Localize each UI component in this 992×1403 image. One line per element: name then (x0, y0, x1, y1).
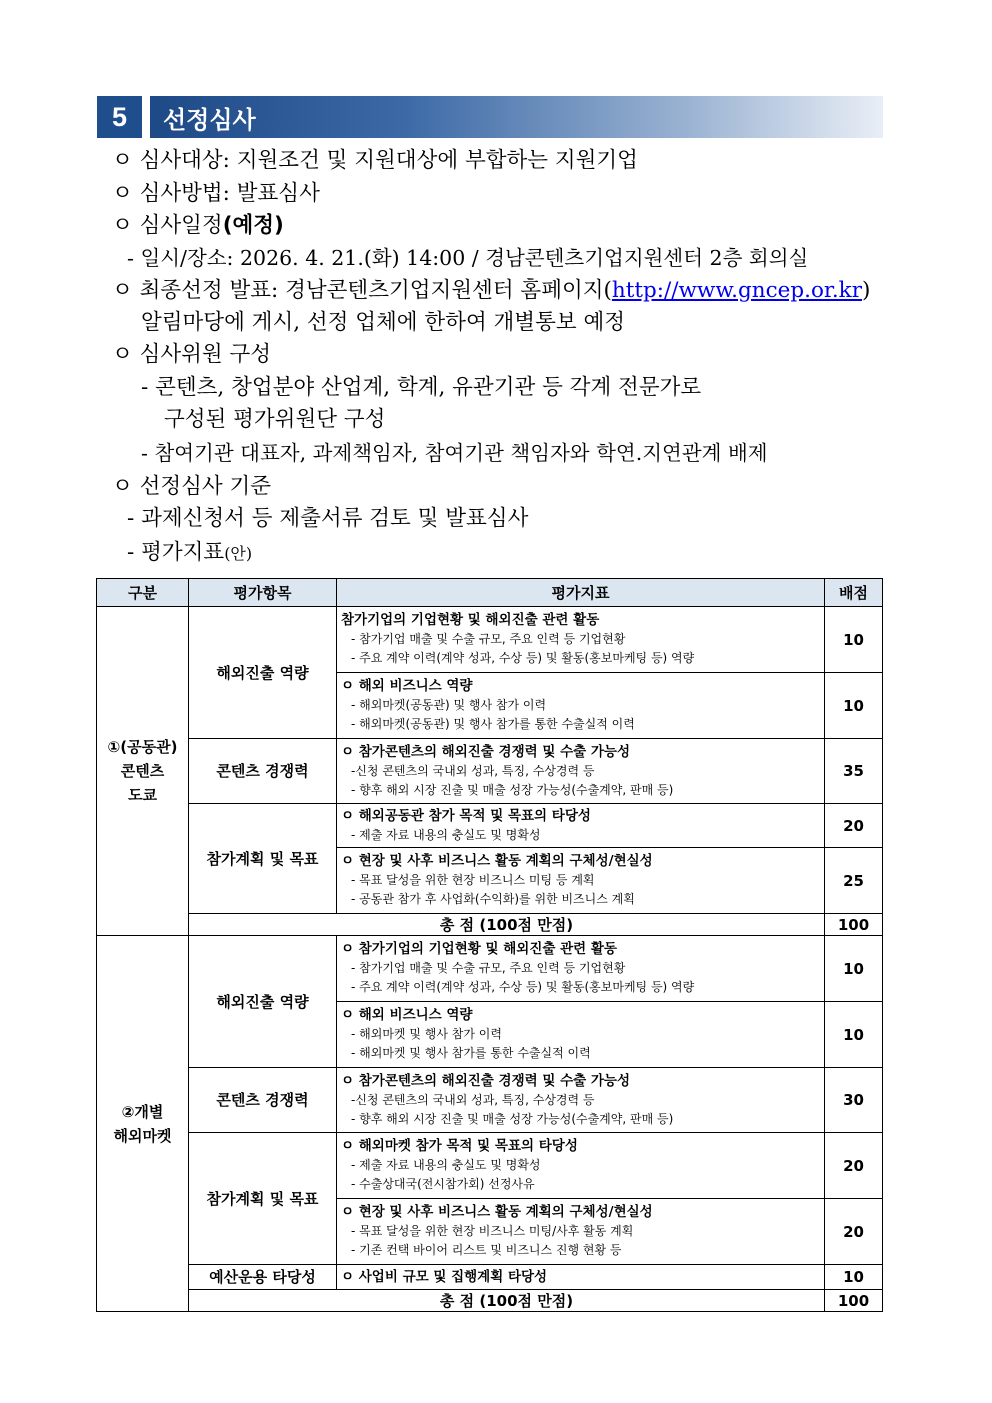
line-criteria-2 (127, 539, 252, 568)
announce-prefix: ㅇ 최종선정 발표: 경남콘텐츠기업지원센터 홈페이지( (112, 278, 612, 303)
score-cell: 20 (825, 1133, 883, 1199)
header-indicator: 평가지표 (337, 579, 825, 607)
table-row (97, 1068, 883, 1133)
line-criteria-1: - 과제신청서 등 제출서류 검토 및 발표심사 (127, 506, 529, 531)
score-cell: 10 (825, 607, 883, 673)
line-committee-2: - 참여기관 대표자, 과제책임자, 참여기관 책임자와 학연.지연관계 배제 (141, 441, 768, 465)
group1-item-overseas: 해외진출 역량 (189, 607, 337, 739)
group1-item-content: 콘텐츠 경쟁력 (189, 739, 337, 804)
line-committee-1b: 구성된 평가위원단 구성 (164, 407, 386, 432)
line-committee-1a: - 콘텐츠, 창업분야 산업계, 학계, 유관기관 등 각계 전문가로 (141, 375, 702, 400)
line-criteria: ㅇ 선정심사 기준 (112, 474, 272, 499)
announce-suffix: ) (861, 278, 871, 303)
indicator-cell: ㅇ 참가콘텐츠의 해외진출 경쟁력 및 수출 가능성 -신청 콘텐츠의 국내외 성과, 특징, 수상경력 등 - 향후 해외 시장 진출 및 매출 성장 가능성(수출계약, 판매 등) (337, 1068, 825, 1133)
table-header-row (97, 579, 883, 607)
score-cell: 35 (825, 739, 883, 804)
line-method: ㅇ 심사방법: 발표심사 (112, 181, 320, 206)
indicator-cell: 참가기업의 기업현황 및 해외진출 관련 활동 - 참가기업 매출 및 수출 규모, 주요 인력 등 기업현황 - 주요 계약 이력(계약 성과, 수상 등) 및 활동(홍보마케팅 등) 역량 (337, 607, 825, 673)
score-cell: 20 (825, 1199, 883, 1265)
section-title: 선정심사 (150, 96, 883, 138)
evaluation-table (96, 578, 883, 1312)
score-cell: 10 (825, 1265, 883, 1290)
line-announce (112, 277, 870, 305)
total-row (97, 1290, 883, 1312)
line-target: ㅇ 심사대상: 지원조건 및 지원대상에 부합하는 지원기업 (112, 148, 638, 173)
indicator-cell: ㅇ 해외 비즈니스 역량 - 해외마켓 및 행사 참가 이력 - 해외마켓 및 행사 참가를 통한 수출실적 이력 (337, 1002, 825, 1068)
indicator-cell: ㅇ 현장 및 사후 비즈니스 활동 계획의 구체성/현실성 - 목표 달성을 위한 현장 비즈니스 미팅/사후 활동 계획 - 기존 컨택 바이어 리스트 및 비즈니스 진행 현황 등 (337, 1199, 825, 1265)
indicator-cell: ㅇ 현장 및 사후 비즈니스 활동 계획의 구체성/현실성 - 목표 달성을 위한 현장 비즈니스 미팅 등 계획 - 공동관 참가 후 사업화(수익화)를 위한 비즈니스 계획 (337, 848, 825, 914)
score-cell: 10 (825, 1002, 883, 1068)
header-score: 배점 (825, 579, 883, 607)
group2-total: 100 (825, 1290, 883, 1312)
group1-gubun: ①(공동관) 콘텐츠 도쿄 (97, 607, 189, 936)
score-cell: 30 (825, 1068, 883, 1133)
indicator-cell: ㅇ 해외공동관 참가 목적 및 목표의 타당성 - 제출 자료 내용의 충실도 및 명확성 (337, 804, 825, 848)
table-row (97, 607, 883, 673)
homepage-link[interactable]: http://www.gncep.or.kr (611, 278, 862, 303)
total-row (97, 914, 883, 936)
indicator-cell: ㅇ 참가콘텐츠의 해외진출 경쟁력 및 수출 가능성 -신청 콘텐츠의 국내외 성과, 특징, 수상경력 등 - 향후 해외 시장 진출 및 매출 성장 가능성(수출계약, 판매 등) (337, 739, 825, 804)
criteria-2-label: - 평가지표 (127, 540, 225, 565)
header-gubun: 구분 (97, 579, 189, 607)
indicator-cell: ㅇ 해외마켓 참가 목적 및 목표의 타당성 - 제출 자료 내용의 충실도 및 명확성 - 수출상대국(전시참가회) 선정사유 (337, 1133, 825, 1199)
table-row (97, 804, 883, 848)
criteria-2-note: (안) (224, 544, 253, 563)
section-header (97, 96, 883, 138)
group1-total: 100 (825, 914, 883, 936)
score-cell: 10 (825, 673, 883, 739)
line-announce-cont: 알림마당에 게시, 선정 업체에 한하여 개별통보 예정 (141, 310, 625, 335)
group2-total-label: 총 점 (100점 만점) (189, 1290, 825, 1312)
score-cell: 10 (825, 936, 883, 1002)
group1-total-label: 총 점 (100점 만점) (189, 914, 825, 936)
schedule-note: (예정) (222, 213, 284, 238)
header-item: 평가항목 (189, 579, 337, 607)
table-row (97, 936, 883, 1002)
indicator-cell: ㅇ 사업비 규모 및 집행계획 타당성 (337, 1265, 825, 1290)
score-cell: 25 (825, 848, 883, 914)
group2-item-overseas: 해외진출 역량 (189, 936, 337, 1068)
group2-item-budget: 예산운용 타당성 (189, 1265, 337, 1290)
group2-item-plan: 참가계획 및 목표 (189, 1133, 337, 1265)
indicator-cell: ㅇ 참가기업의 기업현황 및 해외진출 관련 활동 - 참가기업 매출 및 수출 규모, 주요 인력 등 기업현황 - 주요 계약 이력(계약 성과, 수상 등) 및 활동(홍보마케팅 등) 역량 (337, 936, 825, 1002)
table-row (97, 1133, 883, 1199)
score-cell: 20 (825, 804, 883, 848)
group2-gubun: ②개별 해외마켓 (97, 936, 189, 1312)
line-committee: ㅇ 심사위원 구성 (112, 342, 272, 367)
schedule-label: ㅇ 심사일정 (112, 213, 223, 238)
group1-item-plan: 참가계획 및 목표 (189, 804, 337, 914)
table-row (97, 1265, 883, 1290)
line-schedule (112, 212, 284, 240)
indicator-cell: ㅇ 해외 비즈니스 역량 - 해외마켓(공동관) 및 행사 참가 이력 - 해외마켓(공동관) 및 행사 참가를 통한 수출실적 이력 (337, 673, 825, 739)
line-schedule-detail: - 일시/장소: 2026. 4. 21.(화) 14:00 / 경남콘텐츠기업지원센터 2층 회의실 (127, 246, 809, 270)
group2-item-content: 콘텐츠 경쟁력 (189, 1068, 337, 1133)
table-row (97, 739, 883, 804)
section-number: 5 (97, 96, 142, 138)
